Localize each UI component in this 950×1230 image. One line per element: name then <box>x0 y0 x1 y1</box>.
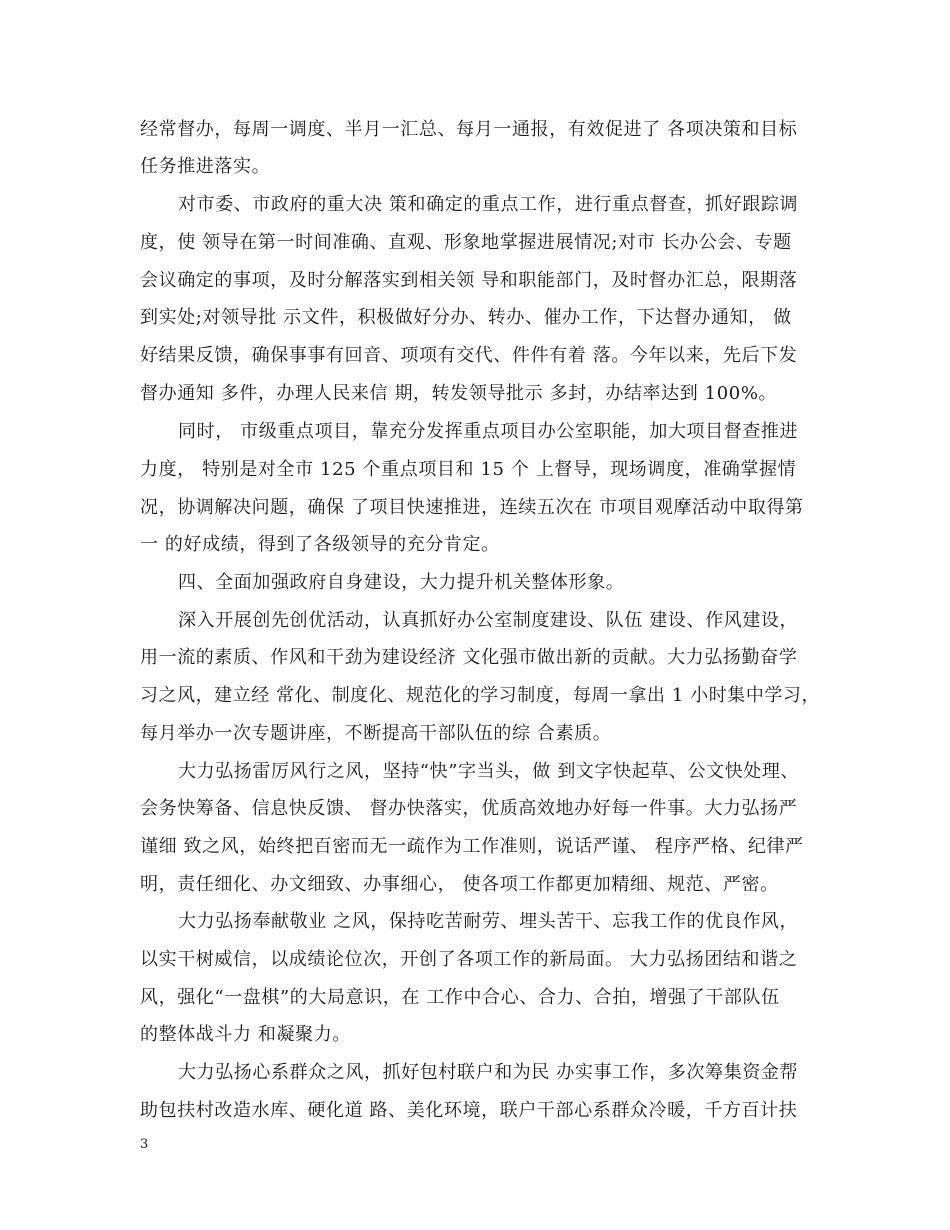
text-line: 督办通知 多件，办理人民来信 期，转发领导批示 多封，办结率达到 100%。 <box>140 383 778 404</box>
text-line: 习之风，建立经 常化、制度化、规范化的学习制度，每周一拿出 1 小时集中学习， <box>140 685 821 706</box>
text-line: 大力弘扬心系群众之风，抓好包村联户和为民 办实事工作，多次筹集资金帮 <box>178 1062 799 1083</box>
text-line: 一 的好成绩，得到了各级领导的充分肯定。 <box>140 534 500 555</box>
text-line: 会务快筹备、信息快反馈、 督办快落实，优质高效地办好每一件事。大力弘扬严 <box>140 798 798 819</box>
text-line: 明，责任细化、办文细致、办事细心， 使各项工作都更加精细、规范、严密。 <box>140 874 779 895</box>
page-number: 3 <box>140 1137 149 1152</box>
text-line: 况，协调解决问题，确保 了项目快速推进，连续五次在 市项目观摩活动中取得第 <box>140 497 804 518</box>
text-line: 大力弘扬奉献敬业 之风，保持吃苦耐劳、埋头苦干、忘我工作的优良作风， <box>178 911 799 932</box>
text-line: 用一流的素质、作风和干劲为建设经济 文化强市做出新的贡献。大力弘扬勤奋学 <box>140 647 798 668</box>
text-line: 会议确定的事项，及时分解落实到相关领 导和职能部门，及时督办汇总，限期落 <box>140 270 798 291</box>
text-line: 每月举办一次专题讲座，不断提高干部队伍的综 合素质。 <box>140 723 612 744</box>
text-line: 经常督办，每周一调度、半月一汇总、每月一通报，有效促进了 各项决策和目标 <box>140 119 798 140</box>
text-line: 大力弘扬雷厉风行之风，坚持“快”字当头，做 到文字快起草、公文快处理、 <box>178 761 800 782</box>
section-heading: 四、全面加强政府自身建设，大力提升机关整体形象。 <box>178 572 625 593</box>
text-line: 好结果反馈，确保事事有回音、项项有交代、件件有着 落。今年以来，先后下发 <box>140 345 798 366</box>
text-line: 对市委、市政府的重大决 策和确定的重点工作，进行重点督查，抓好跟踪调 <box>178 194 799 215</box>
text-line: 谨细 致之风，始终把百密而无一疏作为工作准则，说话严谨、 程序严格、纪律严 <box>140 836 804 857</box>
text-line: 风，强化“一盘棋”的大局意识，在 工作中合心、合力、合拍，增强了干部队伍 <box>140 987 780 1008</box>
text-line: 任务推进落实。 <box>140 156 271 177</box>
text-line: 度，使 领导在第一时间准确、直观、形象地掌握进展情况;对市 长办公会、专题 <box>140 232 792 253</box>
text-line: 力度， 特别是对全市 125 个重点项目和 15 个 上督导，现场调度，准确掌握情 <box>140 459 797 480</box>
text-line: 助包扶村改造水库、硬化道 路、美化环境，联户干部心系群众冷暖，千方百计扶 <box>140 1100 798 1121</box>
text-line: 同时， 市级重点项目，靠充分发挥重点项目办公室职能，加大项目督查推进 <box>178 421 799 442</box>
text-line: 以实干树威信，以成绩论位次，开创了各项工作的新局面。 大力弘扬团结和谐之 <box>140 949 798 970</box>
text-line: 深入开展创先创优活动，认真抓好办公室制度建设、队伍 建设、作风建设， <box>178 610 799 631</box>
text-line: 的整体战斗力 和凝聚力。 <box>140 1024 351 1045</box>
text-line: 到实处;对领导批 示文件，积极做好分办、转办、催办工作，下达督办通知， 做 <box>140 307 792 328</box>
